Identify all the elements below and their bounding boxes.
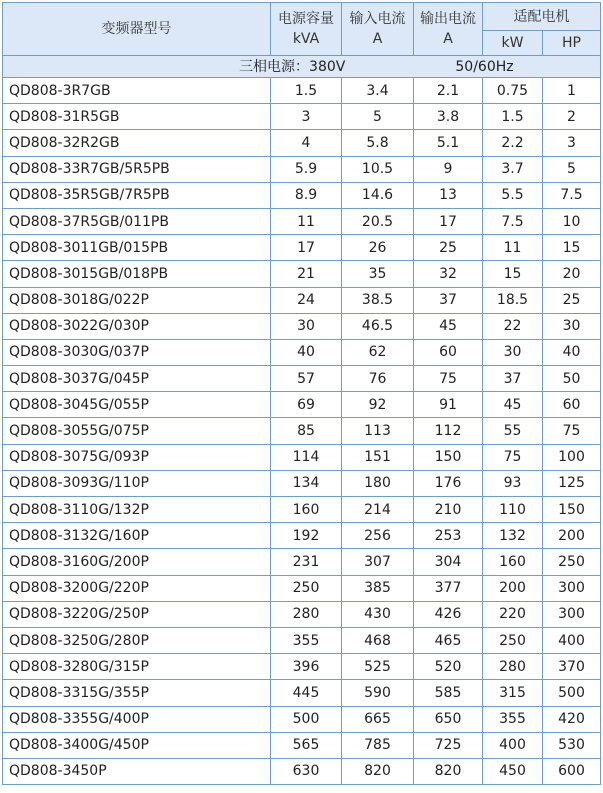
cell-motor-kw: 0.75	[483, 78, 543, 104]
cell-motor-kw: 3.7	[483, 156, 543, 182]
cell-output-current: 585	[414, 680, 483, 706]
cell-output-current: 176	[414, 470, 483, 496]
cell-model: QD808-3015GB/018PB	[3, 261, 271, 287]
header-output-current	[414, 3, 483, 56]
cell-model: QD808-3022G/030P	[3, 313, 271, 339]
cell-motor-hp: 5	[543, 156, 601, 182]
cell-input-current: 665	[342, 706, 414, 732]
cell-input-current: 385	[342, 575, 414, 601]
cell-kva: 8.9	[271, 182, 342, 208]
cell-input-current: 151	[342, 444, 414, 470]
cell-model: QD808-3450P	[3, 758, 271, 784]
cell-model: QD808-3355G/400P	[3, 706, 271, 732]
cell-kva: 565	[271, 732, 342, 758]
cell-output-current: 17	[414, 208, 483, 234]
cell-model: QD808-37R5GB/011PB	[3, 208, 271, 234]
header-input-current	[342, 3, 414, 56]
cell-motor-hp: 25	[543, 287, 601, 313]
cell-input-current: 76	[342, 366, 414, 392]
cell-output-current: 32	[414, 261, 483, 287]
header-input-current-label: 输入电流	[349, 11, 406, 27]
cell-output-current: 37	[414, 287, 483, 313]
cell-motor-kw: 400	[483, 732, 543, 758]
cell-motor-kw: 30	[483, 339, 543, 365]
cell-motor-hp: 420	[543, 706, 601, 732]
cell-input-current: 26	[342, 235, 414, 261]
cell-model: QD808-3030G/037P	[3, 339, 271, 365]
cell-model: QD808-33R7GB/5R5PB	[3, 156, 271, 182]
cell-motor-kw: 15	[483, 261, 543, 287]
cell-model: QD808-3315G/355P	[3, 680, 271, 706]
supply-row	[3, 56, 601, 78]
cell-motor-hp: 500	[543, 680, 601, 706]
header-motor: 适配电机	[483, 3, 601, 31]
cell-motor-hp: 30	[543, 313, 601, 339]
table-row	[3, 732, 601, 758]
cell-kva: 355	[271, 627, 342, 653]
cell-input-current: 92	[342, 392, 414, 418]
cell-model: QD808-35R5GB/7R5PB	[3, 182, 271, 208]
table-row	[3, 78, 601, 104]
cell-model: QD808-3R7GB	[3, 78, 271, 104]
cell-output-current: 520	[414, 654, 483, 680]
cell-kva: 160	[271, 497, 342, 523]
cell-motor-hp: 1	[543, 78, 601, 104]
table-row	[3, 261, 601, 287]
table-row	[3, 706, 601, 732]
cell-output-current: 5.1	[414, 130, 483, 156]
header-output-current-label: 输出电流	[420, 11, 476, 27]
cell-output-current: 253	[414, 523, 483, 549]
table-row	[3, 601, 601, 627]
cell-input-current: 10.5	[342, 156, 414, 182]
cell-output-current: 25	[414, 235, 483, 261]
table-body	[3, 78, 601, 785]
cell-input-current: 46.5	[342, 313, 414, 339]
cell-motor-hp: 15	[543, 235, 601, 261]
cell-output-current: 60	[414, 339, 483, 365]
header-capacity-label: 电源容量	[278, 11, 334, 27]
cell-output-current: 820	[414, 758, 483, 784]
cell-model: QD808-3160G/200P	[3, 549, 271, 575]
table-row	[3, 208, 601, 234]
cell-model: QD808-3018G/022P	[3, 287, 271, 313]
cell-motor-kw: 5.5	[483, 182, 543, 208]
cell-motor-hp: 40	[543, 339, 601, 365]
cell-model: QD808-3280G/315P	[3, 654, 271, 680]
cell-motor-kw: 22	[483, 313, 543, 339]
cell-motor-kw: 280	[483, 654, 543, 680]
cell-model: QD808-3200G/220P	[3, 575, 271, 601]
header-input-current-unit: A	[372, 31, 383, 47]
cell-motor-hp: 60	[543, 392, 601, 418]
cell-motor-kw: 132	[483, 523, 543, 549]
supply-cell	[3, 56, 601, 78]
table-row	[3, 156, 601, 182]
cell-input-current: 256	[342, 523, 414, 549]
cell-motor-kw: 93	[483, 470, 543, 496]
cell-motor-hp: 400	[543, 627, 601, 653]
cell-motor-kw: 250	[483, 627, 543, 653]
cell-motor-kw: 160	[483, 549, 543, 575]
cell-input-current: 430	[342, 601, 414, 627]
cell-motor-kw: 355	[483, 706, 543, 732]
cell-kva: 114	[271, 444, 342, 470]
cell-input-current: 20.5	[342, 208, 414, 234]
cell-input-current: 525	[342, 654, 414, 680]
table-row	[3, 680, 601, 706]
cell-output-current: 9	[414, 156, 483, 182]
table-row	[3, 392, 601, 418]
header-output-current-unit: A	[443, 31, 453, 47]
cell-motor-kw: 110	[483, 497, 543, 523]
cell-output-current: 3.8	[414, 104, 483, 130]
cell-input-current: 820	[342, 758, 414, 784]
table-row	[3, 104, 601, 130]
cell-kva: 24	[271, 287, 342, 313]
cell-input-current: 214	[342, 497, 414, 523]
table-row	[3, 523, 601, 549]
supply-frequency: 50/60Hz	[455, 58, 514, 75]
cell-model: QD808-3075G/093P	[3, 444, 271, 470]
cell-model: QD808-3093G/110P	[3, 470, 271, 496]
cell-motor-hp: 530	[543, 732, 601, 758]
cell-kva: 21	[271, 261, 342, 287]
cell-kva: 69	[271, 392, 342, 418]
cell-input-current: 468	[342, 627, 414, 653]
cell-input-current: 307	[342, 549, 414, 575]
cell-model: QD808-3037G/045P	[3, 366, 271, 392]
table-row	[3, 549, 601, 575]
cell-kva: 3	[271, 104, 342, 130]
cell-motor-kw: 2.2	[483, 130, 543, 156]
cell-motor-hp: 125	[543, 470, 601, 496]
cell-model: QD808-3250G/280P	[3, 627, 271, 653]
cell-kva: 396	[271, 654, 342, 680]
supply-voltage: 三相电源：380V	[239, 58, 346, 75]
cell-motor-kw: 18.5	[483, 287, 543, 313]
cell-motor-kw: 37	[483, 366, 543, 392]
cell-motor-hp: 2	[543, 104, 601, 130]
cell-motor-kw: 315	[483, 680, 543, 706]
cell-motor-kw: 1.5	[483, 104, 543, 130]
cell-model: QD808-3055G/075P	[3, 418, 271, 444]
table-row	[3, 444, 601, 470]
table-row	[3, 758, 601, 784]
cell-kva: 231	[271, 549, 342, 575]
table-row	[3, 575, 601, 601]
cell-input-current: 5.8	[342, 130, 414, 156]
cell-motor-hp: 370	[543, 654, 601, 680]
header-capacity	[271, 3, 342, 56]
cell-model: QD808-3110G/132P	[3, 497, 271, 523]
cell-kva: 85	[271, 418, 342, 444]
header-motor-hp: HP	[543, 31, 601, 56]
cell-input-current: 5	[342, 104, 414, 130]
table-row	[3, 130, 601, 156]
cell-input-current: 180	[342, 470, 414, 496]
cell-motor-hp: 10	[543, 208, 601, 234]
cell-input-current: 590	[342, 680, 414, 706]
cell-kva: 1.5	[271, 78, 342, 104]
table-row	[3, 313, 601, 339]
cell-input-current: 3.4	[342, 78, 414, 104]
table-row	[3, 182, 601, 208]
table-header	[3, 3, 601, 56]
header-capacity-unit: kVA	[292, 31, 320, 47]
cell-motor-kw: 55	[483, 418, 543, 444]
cell-kva: 280	[271, 601, 342, 627]
table-row	[3, 418, 601, 444]
cell-input-current: 785	[342, 732, 414, 758]
cell-motor-hp: 300	[543, 575, 601, 601]
cell-kva: 134	[271, 470, 342, 496]
cell-motor-hp: 100	[543, 444, 601, 470]
cell-output-current: 725	[414, 732, 483, 758]
cell-model: QD808-3132G/160P	[3, 523, 271, 549]
cell-output-current: 91	[414, 392, 483, 418]
cell-model: QD808-3011GB/015PB	[3, 235, 271, 261]
cell-input-current: 14.6	[342, 182, 414, 208]
cell-motor-hp: 250	[543, 549, 601, 575]
cell-motor-kw: 11	[483, 235, 543, 261]
cell-kva: 40	[271, 339, 342, 365]
cell-kva: 445	[271, 680, 342, 706]
cell-motor-kw: 75	[483, 444, 543, 470]
cell-model: QD808-31R5GB	[3, 104, 271, 130]
cell-kva: 192	[271, 523, 342, 549]
header-model: 变频器型号	[3, 3, 271, 56]
cell-input-current: 35	[342, 261, 414, 287]
cell-motor-kw: 45	[483, 392, 543, 418]
cell-motor-hp: 20	[543, 261, 601, 287]
cell-motor-hp: 300	[543, 601, 601, 627]
cell-output-current: 465	[414, 627, 483, 653]
cell-motor-kw: 220	[483, 601, 543, 627]
cell-output-current: 650	[414, 706, 483, 732]
cell-output-current: 112	[414, 418, 483, 444]
cell-model: QD808-32R2GB	[3, 130, 271, 156]
table-row	[3, 339, 601, 365]
cell-model: QD808-3045G/055P	[3, 392, 271, 418]
table-row	[3, 287, 601, 313]
cell-input-current: 38.5	[342, 287, 414, 313]
cell-motor-kw: 450	[483, 758, 543, 784]
cell-kva: 250	[271, 575, 342, 601]
cell-motor-hp: 150	[543, 497, 601, 523]
cell-output-current: 13	[414, 182, 483, 208]
cell-output-current: 150	[414, 444, 483, 470]
cell-motor-kw: 7.5	[483, 208, 543, 234]
cell-model: QD808-3220G/250P	[3, 601, 271, 627]
cell-output-current: 45	[414, 313, 483, 339]
cell-output-current: 426	[414, 601, 483, 627]
cell-motor-hp: 200	[543, 523, 601, 549]
cell-motor-hp: 3	[543, 130, 601, 156]
cell-kva: 17	[271, 235, 342, 261]
cell-input-current: 62	[342, 339, 414, 365]
cell-motor-hp: 7.5	[543, 182, 601, 208]
cell-input-current: 113	[342, 418, 414, 444]
cell-kva: 630	[271, 758, 342, 784]
cell-output-current: 2.1	[414, 78, 483, 104]
table-row	[3, 470, 601, 496]
cell-kva: 4	[271, 130, 342, 156]
cell-kva: 57	[271, 366, 342, 392]
table-row	[3, 366, 601, 392]
cell-output-current: 377	[414, 575, 483, 601]
cell-kva: 500	[271, 706, 342, 732]
inverter-spec-table	[2, 2, 601, 785]
header-motor-kw: kW	[483, 31, 543, 56]
cell-motor-hp: 75	[543, 418, 601, 444]
cell-kva: 11	[271, 208, 342, 234]
cell-output-current: 210	[414, 497, 483, 523]
cell-motor-kw: 200	[483, 575, 543, 601]
table-row	[3, 627, 601, 653]
cell-kva: 5.9	[271, 156, 342, 182]
cell-model: QD808-3400G/450P	[3, 732, 271, 758]
table-row	[3, 654, 601, 680]
table-row	[3, 235, 601, 261]
cell-output-current: 304	[414, 549, 483, 575]
cell-output-current: 75	[414, 366, 483, 392]
cell-kva: 30	[271, 313, 342, 339]
cell-motor-hp: 600	[543, 758, 601, 784]
cell-motor-hp: 50	[543, 366, 601, 392]
table-row	[3, 497, 601, 523]
